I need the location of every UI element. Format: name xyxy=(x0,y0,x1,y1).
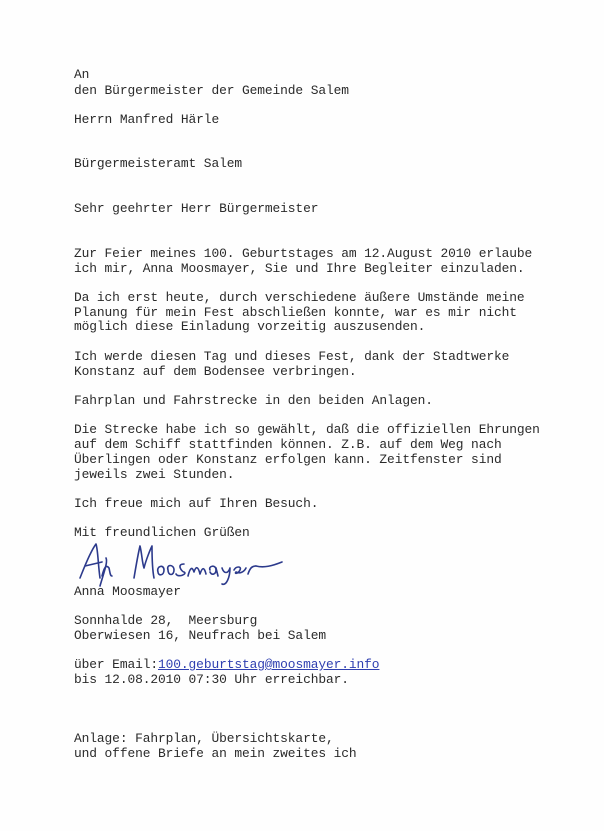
paragraph-6-line-1: Ich freue mich auf Ihren Besuch. xyxy=(74,496,319,511)
contact-email-line xyxy=(74,657,379,672)
signature xyxy=(76,538,306,588)
email-link[interactable]: 100.geburtstag@moosmayer.info xyxy=(158,657,380,672)
paragraph-1-line-2: ich mir, Anna Moosmayer, Sie und Ihre Begleiter einzuladen. xyxy=(74,261,525,276)
paragraph-5-line-4: jeweils zwei Stunden. xyxy=(74,467,235,482)
paragraph-1-line-1: Zur Feier meines 100. Geburtstages am 12.August 2010 erlaube xyxy=(74,246,533,261)
address-line-1: Sonnhalde 28, Meersburg xyxy=(74,613,258,628)
paragraph-5-line-3: Überlingen oder Konstanz erfolgen kann. Zeitfenster sind xyxy=(74,452,502,467)
closing: Mit freundlichen Grüßen xyxy=(74,525,250,540)
recipient-line-mayor: den Bürgermeister der Gemeinde Salem xyxy=(74,83,349,98)
salutation: Sehr geehrter Herr Bürgermeister xyxy=(74,201,319,216)
paragraph-2-line-3: möglich diese Einladung vorzeitig auszusenden. xyxy=(74,319,426,334)
attachments-line-1: Anlage: Fahrplan, Übersichtskarte, xyxy=(74,731,334,746)
paragraph-3-line-1: Ich werde diesen Tag und dieses Fest, dank der Stadtwerke xyxy=(74,349,510,364)
paragraph-3-line-2: Konstanz auf dem Bodensee verbringen. xyxy=(74,364,357,379)
paragraph-5-line-1: Die Strecke habe ich so gewählt, daß die offiziellen Ehrungen xyxy=(74,422,540,437)
paragraph-5-line-2: auf dem Schiff stattfinden können. Z.B. auf dem Weg nach xyxy=(74,437,502,452)
address-line-2: Oberwiesen 16, Neufrach bei Salem xyxy=(74,628,326,643)
recipient-line-an: An xyxy=(74,67,90,82)
availability-line: bis 12.08.2010 07:30 Uhr erreichbar. xyxy=(74,672,349,687)
sender-name: Anna Moosmayer xyxy=(74,584,181,599)
paragraph-2-line-2: Planung für mein Fest abschließen konnte, war es mir nicht xyxy=(74,305,517,320)
recipient-office: Bürgermeisteramt Salem xyxy=(74,156,242,171)
attachments-line-2: und offene Briefe an mein zweites ich xyxy=(74,746,357,761)
paragraph-4-line-1: Fahrplan und Fahrstrecke in den beiden Anlagen. xyxy=(74,393,433,408)
email-prefix: über Email: xyxy=(74,657,158,672)
paragraph-2-line-1: Da ich erst heute, durch verschiedene äußere Umstände meine xyxy=(74,290,525,305)
recipient-name: Herrn Manfred Härle xyxy=(74,112,220,127)
